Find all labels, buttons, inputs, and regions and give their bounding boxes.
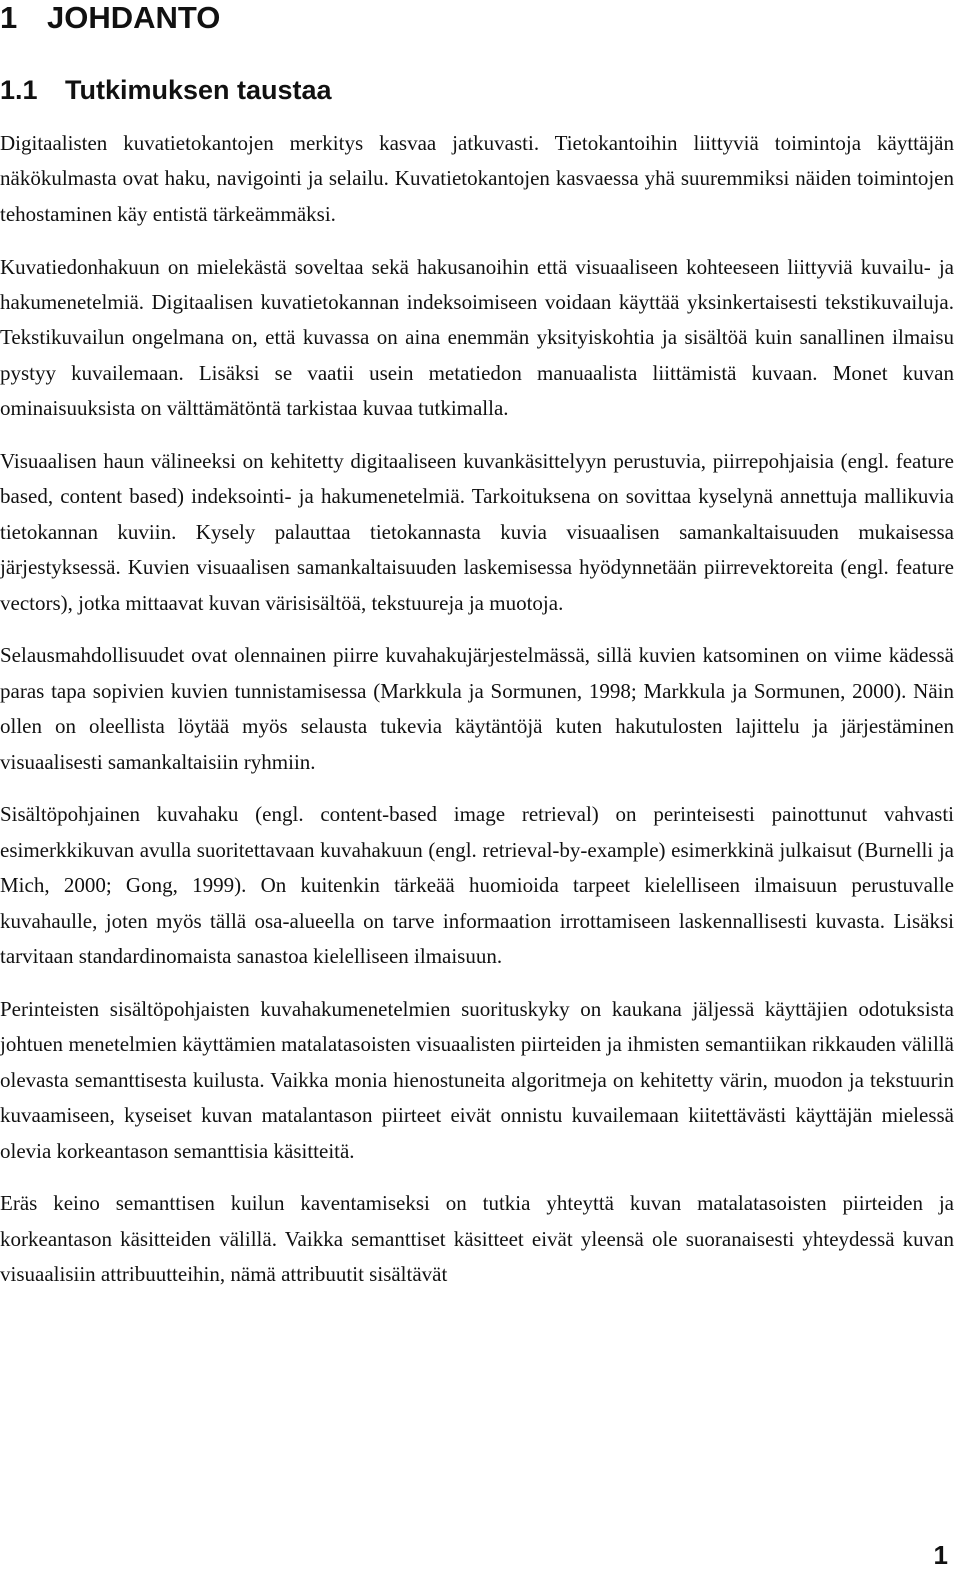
paragraph-2: Kuvatiedonhakuun on mielekästä soveltaa sekä hakusanoihin että visuaaliseen kohteeseen liittyviä kuvailu- ja hakumenetelmiä. Digitaalisen kuvatietokannan indeksoimiseen voidaan käyttää yksinkertaisesti tekstikuvailuja. Tekstikuvailun ongelmana on, että kuvassa on aina enemmän yksityiskohtia ja sisältöä kuin sanallinen ilmaisu pystyy kuvailemaan. Lisäksi se vaatii usein metatiedon manuaalista liittämistä kuvaan. Monet kuvan ominaisuuksista on välttämätöntä tarkistaa kuvaa tutkimalla.	[0, 254, 954, 421]
body-text	[0, 126, 954, 1310]
section-heading	[0, 74, 332, 106]
paragraph-1: Digitaalisten kuvatietokantojen merkitys kasvaa jatkuvasti. Tietokantoihin liittyviä toimintoja käyttäjän näkökulmasta ovat haku, navigointi ja selailu. Kuvatietokantojen kasvaessa yhä suuremmiksi näiden toimintojen tehostaminen käy entistä tärkeämmäksi.	[0, 131, 954, 226]
paragraph-7: Eräs keino semanttisen kuilun kaventamiseksi on tutkia yhteyttä kuvan matalatasoisten piirteiden ja korkeantason käsitteiden välillä. Vaikka semanttiset käsitteet eivät yleensä ole suoranaisesti yhteydessä kuvan visuaalisiin attribuutteihin, nämä attribuutit sisältävät	[0, 1191, 954, 1287]
paragraph-3: Visuaalisen haun välineeksi on kehitetty digitaaliseen kuvankäsittelyyn perustuvia, piirrepohjaisia (engl. feature based, content based) indeksointi- ja hakumenetelmiä. Tarkoituksena on sovittaa kyselynä annettuja mallikuvia tietokannan kuviin. Kysely palauttaa tietokannasta kuvia visuaalisen samankaltaisuuden mukaisessa järjestyksessä. Kuvien visuaalisen samankaltaisuuden laskemisessa hyödynnetään piirrevektoreita (engl. feature vectors), jotka mittaavat kuvan värisisältöä, tekstuureja ja muotoja.	[0, 449, 954, 615]
paragraph-4: Selausmahdollisuudet ovat olennainen piirre kuvahakujärjestelmässä, sillä kuvien katsominen on viime kädessä paras tapa sopivien kuvien tunnistamisessa (Markkula ja Sormunen, 1998; Markkula ja Sormunen, 2000). Näin ollen on oleellista löytää myös selausta tukevia käytäntöjä kuten hakutulosten lajittelu ja järjestäminen visuaalisesti samankaltaisiin ryhmiin.	[0, 643, 954, 774]
section-title: Tutkimuksen taustaa	[65, 75, 332, 105]
chapter-heading	[0, 0, 220, 36]
section-number: 1.1	[0, 75, 38, 105]
chapter-number: 1	[0, 0, 18, 35]
chapter-title: JOHDANTO	[47, 0, 221, 35]
paragraph-6: Perinteisten sisältöpohjaisten kuvahakumenetelmien suorituskyky on kaukana jäljessä käyttäjien odotuksista johtuen menetelmien käyttämien matalatasoisten visuaalisten piirteiden ja ihmisten semantiikan rikkauden välillä olevasta semanttisesta kuilusta. Vaikka monia hienostuneita algoritmeja on kehitetty värin, muodon ja tekstuurin kuvaamiseen, kyseiset kuvan matalantason piirteet eivät onnistu kuvailemaan kiitettävästi käyttäjän mielessä olevia korkeantason semanttisia käsitteitä.	[0, 996, 954, 1163]
paragraph-5: Sisältöpohjainen kuvahaku (engl. content-based image retrieval) on perinteisesti painottunut vahvasti esimerkkikuvan avulla suoritettavaan kuvahakuun (engl. retrieval-by-example) esimerkkinä julkaisut (Burnelli ja Mich, 2000; Gong, 1999). On kuitenkin tärkeää huomioida tarpeet kielelliseen ilmaisuun perustuvalle kuvahaulle, joten myös tällä osa-alueella on tarve informaation irrottamiseen laskennallisesti kuvasta. Lisäksi tarvitaan standardinomaista sanastoa kielelliseen ilmaisuun.	[0, 802, 954, 969]
page-number: 1	[933, 1540, 948, 1570]
